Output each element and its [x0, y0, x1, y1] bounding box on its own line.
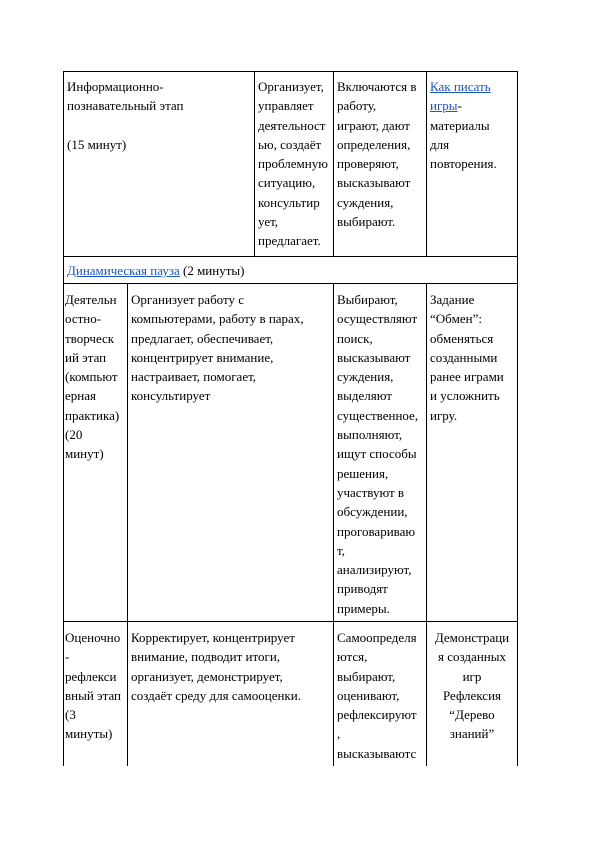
table-border-right: [517, 71, 518, 766]
text-line: [67, 261, 244, 280]
text-line: ,: [337, 726, 341, 742]
text-line: обменяться: [430, 330, 494, 346]
text-line: предлагает, обеспечивает,: [131, 330, 274, 346]
row-divider: [63, 283, 518, 284]
text-line: ерная: [65, 388, 96, 404]
text-line: я созданных: [438, 649, 506, 665]
text-line: концентрирует внимание,: [131, 349, 274, 365]
text-line: внимание, подводит итоги,: [131, 649, 281, 665]
text-line: проверяют,: [337, 156, 399, 172]
row3-materials-cell: [428, 628, 516, 744]
text-line: познавательный этап: [67, 98, 184, 114]
text-line: деятельност: [258, 117, 326, 133]
text-line: знаний”: [449, 726, 495, 742]
row2-stage-cell: [65, 290, 119, 464]
text-line: для: [430, 136, 450, 152]
text-line: играют, дают: [337, 117, 410, 133]
row2-students-cell: [337, 290, 418, 618]
row2-teacher-cell: [131, 290, 304, 406]
text-line: Организует работу с: [131, 292, 245, 307]
text-line: Задание: [430, 292, 475, 307]
text-line: ются,: [337, 649, 368, 665]
row1-teacher-cell: [258, 77, 328, 251]
text-line: [67, 116, 183, 135]
text-line: суждения,: [337, 194, 394, 210]
text-line: созданными: [430, 349, 498, 365]
table-border-left: [63, 71, 64, 766]
text-line: ью, создаёт: [258, 136, 322, 152]
text-line: ситуацию,: [258, 175, 316, 191]
text-line: Корректирует, концентрирует: [131, 630, 295, 645]
text-line: минут): [65, 446, 104, 462]
text-line: Выбирают,: [337, 292, 398, 307]
text-line: определения,: [337, 136, 411, 152]
text-line: минуты): [65, 726, 113, 742]
column-divider: [426, 71, 427, 256]
text-line: ищут способы: [337, 446, 417, 462]
text-line: настраивает, помогает,: [131, 369, 257, 385]
column-divider: [333, 71, 334, 256]
row1-students-cell: [337, 77, 417, 231]
text-line: проговариваю: [337, 523, 416, 539]
text-line: Демонстраци: [434, 630, 510, 645]
text-line: примеры.: [337, 600, 390, 616]
row-divider: [63, 621, 518, 622]
how-to-write-games-link[interactable]: Как писать: [430, 79, 491, 94]
text-line: т,: [337, 542, 345, 558]
text-line: выбирают,: [337, 668, 396, 684]
how-to-write-games-link-cont[interactable]: игры: [430, 98, 458, 114]
text-line: [430, 77, 497, 96]
text-line: Включаются в: [337, 79, 417, 94]
text-line: ранее играми: [430, 369, 504, 385]
text-line: игр: [462, 668, 482, 684]
pause-duration: (2 минуты): [179, 263, 245, 278]
row1-stage-cell: [67, 77, 183, 154]
text-line: вный этап: [65, 687, 122, 703]
text-line: Оценочно: [65, 630, 121, 645]
text-line: (20: [65, 427, 83, 443]
text-line: организует, демонстрирует,: [131, 668, 283, 684]
text-line: Информационно-: [67, 79, 164, 94]
text-line: предлагает.: [258, 233, 321, 249]
text-line: ий этап: [65, 349, 107, 365]
text-line: консультир: [258, 194, 320, 210]
text-line: выполняют,: [337, 427, 403, 443]
text-line: Самоопределя: [337, 630, 417, 645]
text-line: материалы: [430, 117, 490, 133]
text-line: повторения.: [430, 156, 497, 172]
text-line: ует,: [258, 214, 279, 230]
text-line: высказывают: [337, 175, 411, 191]
text-line: Деятельн: [65, 292, 117, 307]
text-line: работу,: [337, 98, 377, 114]
row3-teacher-cell: [131, 628, 301, 705]
text-line: рефлексируют: [337, 707, 417, 723]
text-line: поиск,: [337, 330, 373, 346]
text-line: [430, 96, 497, 115]
text-line: анализируют,: [337, 562, 412, 578]
text-line: управляет: [258, 98, 314, 114]
text-line: компьютерами, работу в парах,: [131, 311, 304, 327]
text-line: выбирают.: [337, 214, 396, 230]
text-line: “Обмен”:: [430, 311, 482, 327]
text-line: консультирует: [131, 388, 211, 404]
text-line: существенное,: [337, 407, 419, 423]
text-line: “Дерево: [449, 707, 495, 723]
text-line: осуществляют: [337, 311, 418, 327]
column-divider: [426, 283, 427, 766]
column-divider: [127, 283, 128, 766]
text-line: практика): [65, 407, 120, 423]
text-line: игру.: [430, 407, 458, 423]
text-line: творческ: [65, 330, 115, 346]
text-line: (15 минут): [67, 136, 127, 152]
text-line: приводят: [337, 581, 388, 597]
text-line: высказываютс: [337, 745, 417, 761]
text-line: решения,: [337, 465, 389, 481]
text-line: суждения,: [337, 369, 394, 385]
row1-materials-cell: [430, 77, 497, 173]
text-line: рефлекси: [65, 668, 117, 684]
text-line: оценивают,: [337, 687, 400, 703]
text-line: выделяют: [337, 388, 392, 404]
text-line: участвуют в: [337, 484, 405, 500]
pause-row: [67, 261, 244, 280]
row2-materials-cell: [430, 290, 504, 425]
text-line: высказывают: [337, 349, 411, 365]
text-line: обсуждении,: [337, 504, 408, 520]
text-line: -: [65, 649, 70, 665]
row-divider: [63, 256, 518, 257]
row3-students-cell: [337, 628, 417, 763]
text-line: проблемную: [258, 156, 328, 172]
column-divider: [254, 71, 255, 256]
text-line: остно-: [65, 311, 102, 327]
text-line: (компьют: [65, 369, 118, 385]
text-line: создаёт среду для самооценки.: [131, 687, 301, 703]
dynamic-pause-link[interactable]: Динамическая пауза: [67, 263, 180, 278]
text-line: Рефлексия: [442, 687, 502, 703]
table-border-top: [63, 71, 518, 72]
row3-stage-cell: [65, 628, 121, 744]
text-line: и усложнить: [430, 388, 500, 404]
text-line: (3: [65, 707, 76, 723]
column-divider: [333, 283, 334, 766]
text-line: Организует,: [258, 79, 324, 94]
materials-suffix: -: [457, 98, 462, 114]
